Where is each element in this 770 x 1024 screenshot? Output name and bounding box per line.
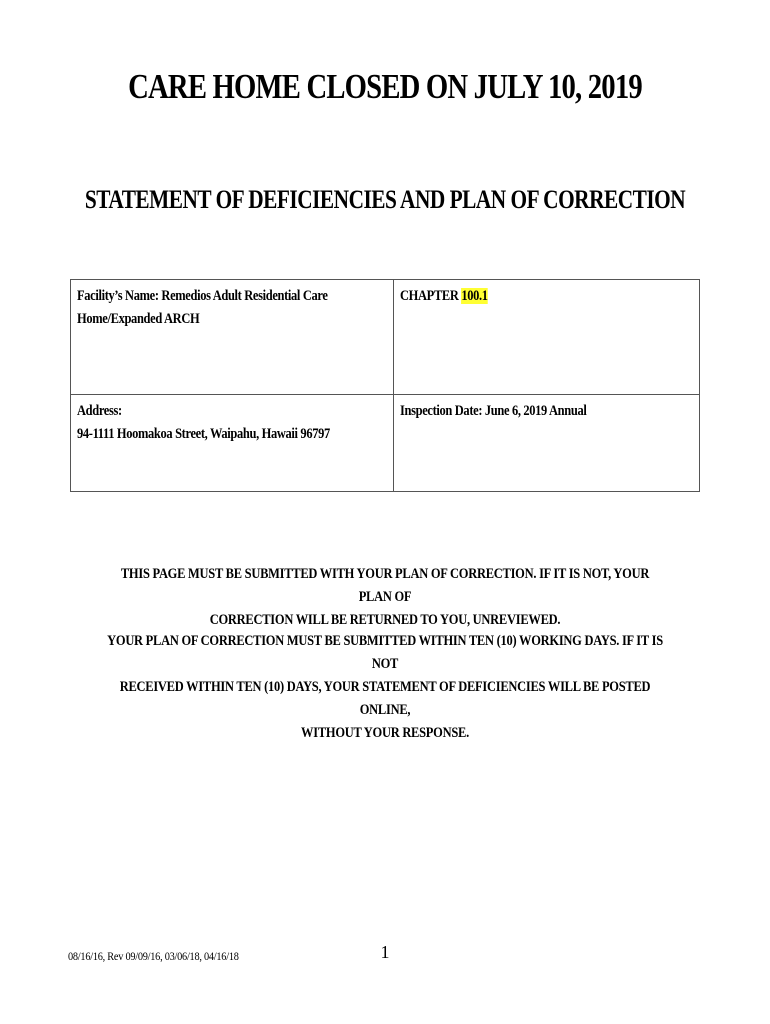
inspection-date: Inspection Date: June 6, 2019 Annual [400,403,587,419]
deadline-notice-line-3: WITHOUT YOUR RESPONSE. [301,725,469,741]
chapter-number-highlighted: 100.1 [461,288,488,304]
deadline-notice-line-1: YOUR PLAN OF CORRECTION MUST BE SUBMITTED WITHIN TEN (10) WORKING DAYS. IF IT IS NOT [107,633,663,672]
address-cell [71,395,394,492]
facility-name-line-2: Home/Expanded ARCH [77,311,200,327]
address-value: 94-1111 Hoomakoa Street, Waipahu, Hawaii 96797 [77,426,330,442]
submission-notice-line-1: THIS PAGE MUST BE SUBMITTED WITH YOUR PLAN OF CORRECTION. IF IT IS NOT, YOUR PLAN OF [120,566,650,605]
chapter-label: CHAPTER [400,288,462,304]
chapter-cell [394,280,700,395]
revision-footer: 08/16/16, Rev 09/09/16, 03/06/18, 04/16/18 [68,949,239,963]
deadline-notice-line-2: RECEIVED WITHIN TEN (10) DAYS, YOUR STATEMENT OF DEFICIENCIES WILL BE POSTED ONLINE, [119,679,651,718]
page-number: 1 [380,942,390,962]
deadline-notice [106,630,665,745]
inspection-date-cell [394,395,700,492]
facility-name-cell [71,280,394,395]
address-label: Address: [77,403,122,419]
table-row [71,280,700,395]
submission-notice-line-2: CORRECTION WILL BE RETURNED TO YOU, UNREVIEWED. [209,612,561,628]
table-row [71,395,700,492]
submission-notice [106,563,665,632]
document-subtitle: STATEMENT OF DEFICIENCIES AND PLAN OF CORRECTION [84,185,686,214]
facility-info-table [70,279,700,492]
page-title: CARE HOME CLOSED ON JULY 10, 2019 [128,67,642,106]
facility-name-line-1: Facility’s Name: Remedios Adult Residential Care [77,288,328,304]
